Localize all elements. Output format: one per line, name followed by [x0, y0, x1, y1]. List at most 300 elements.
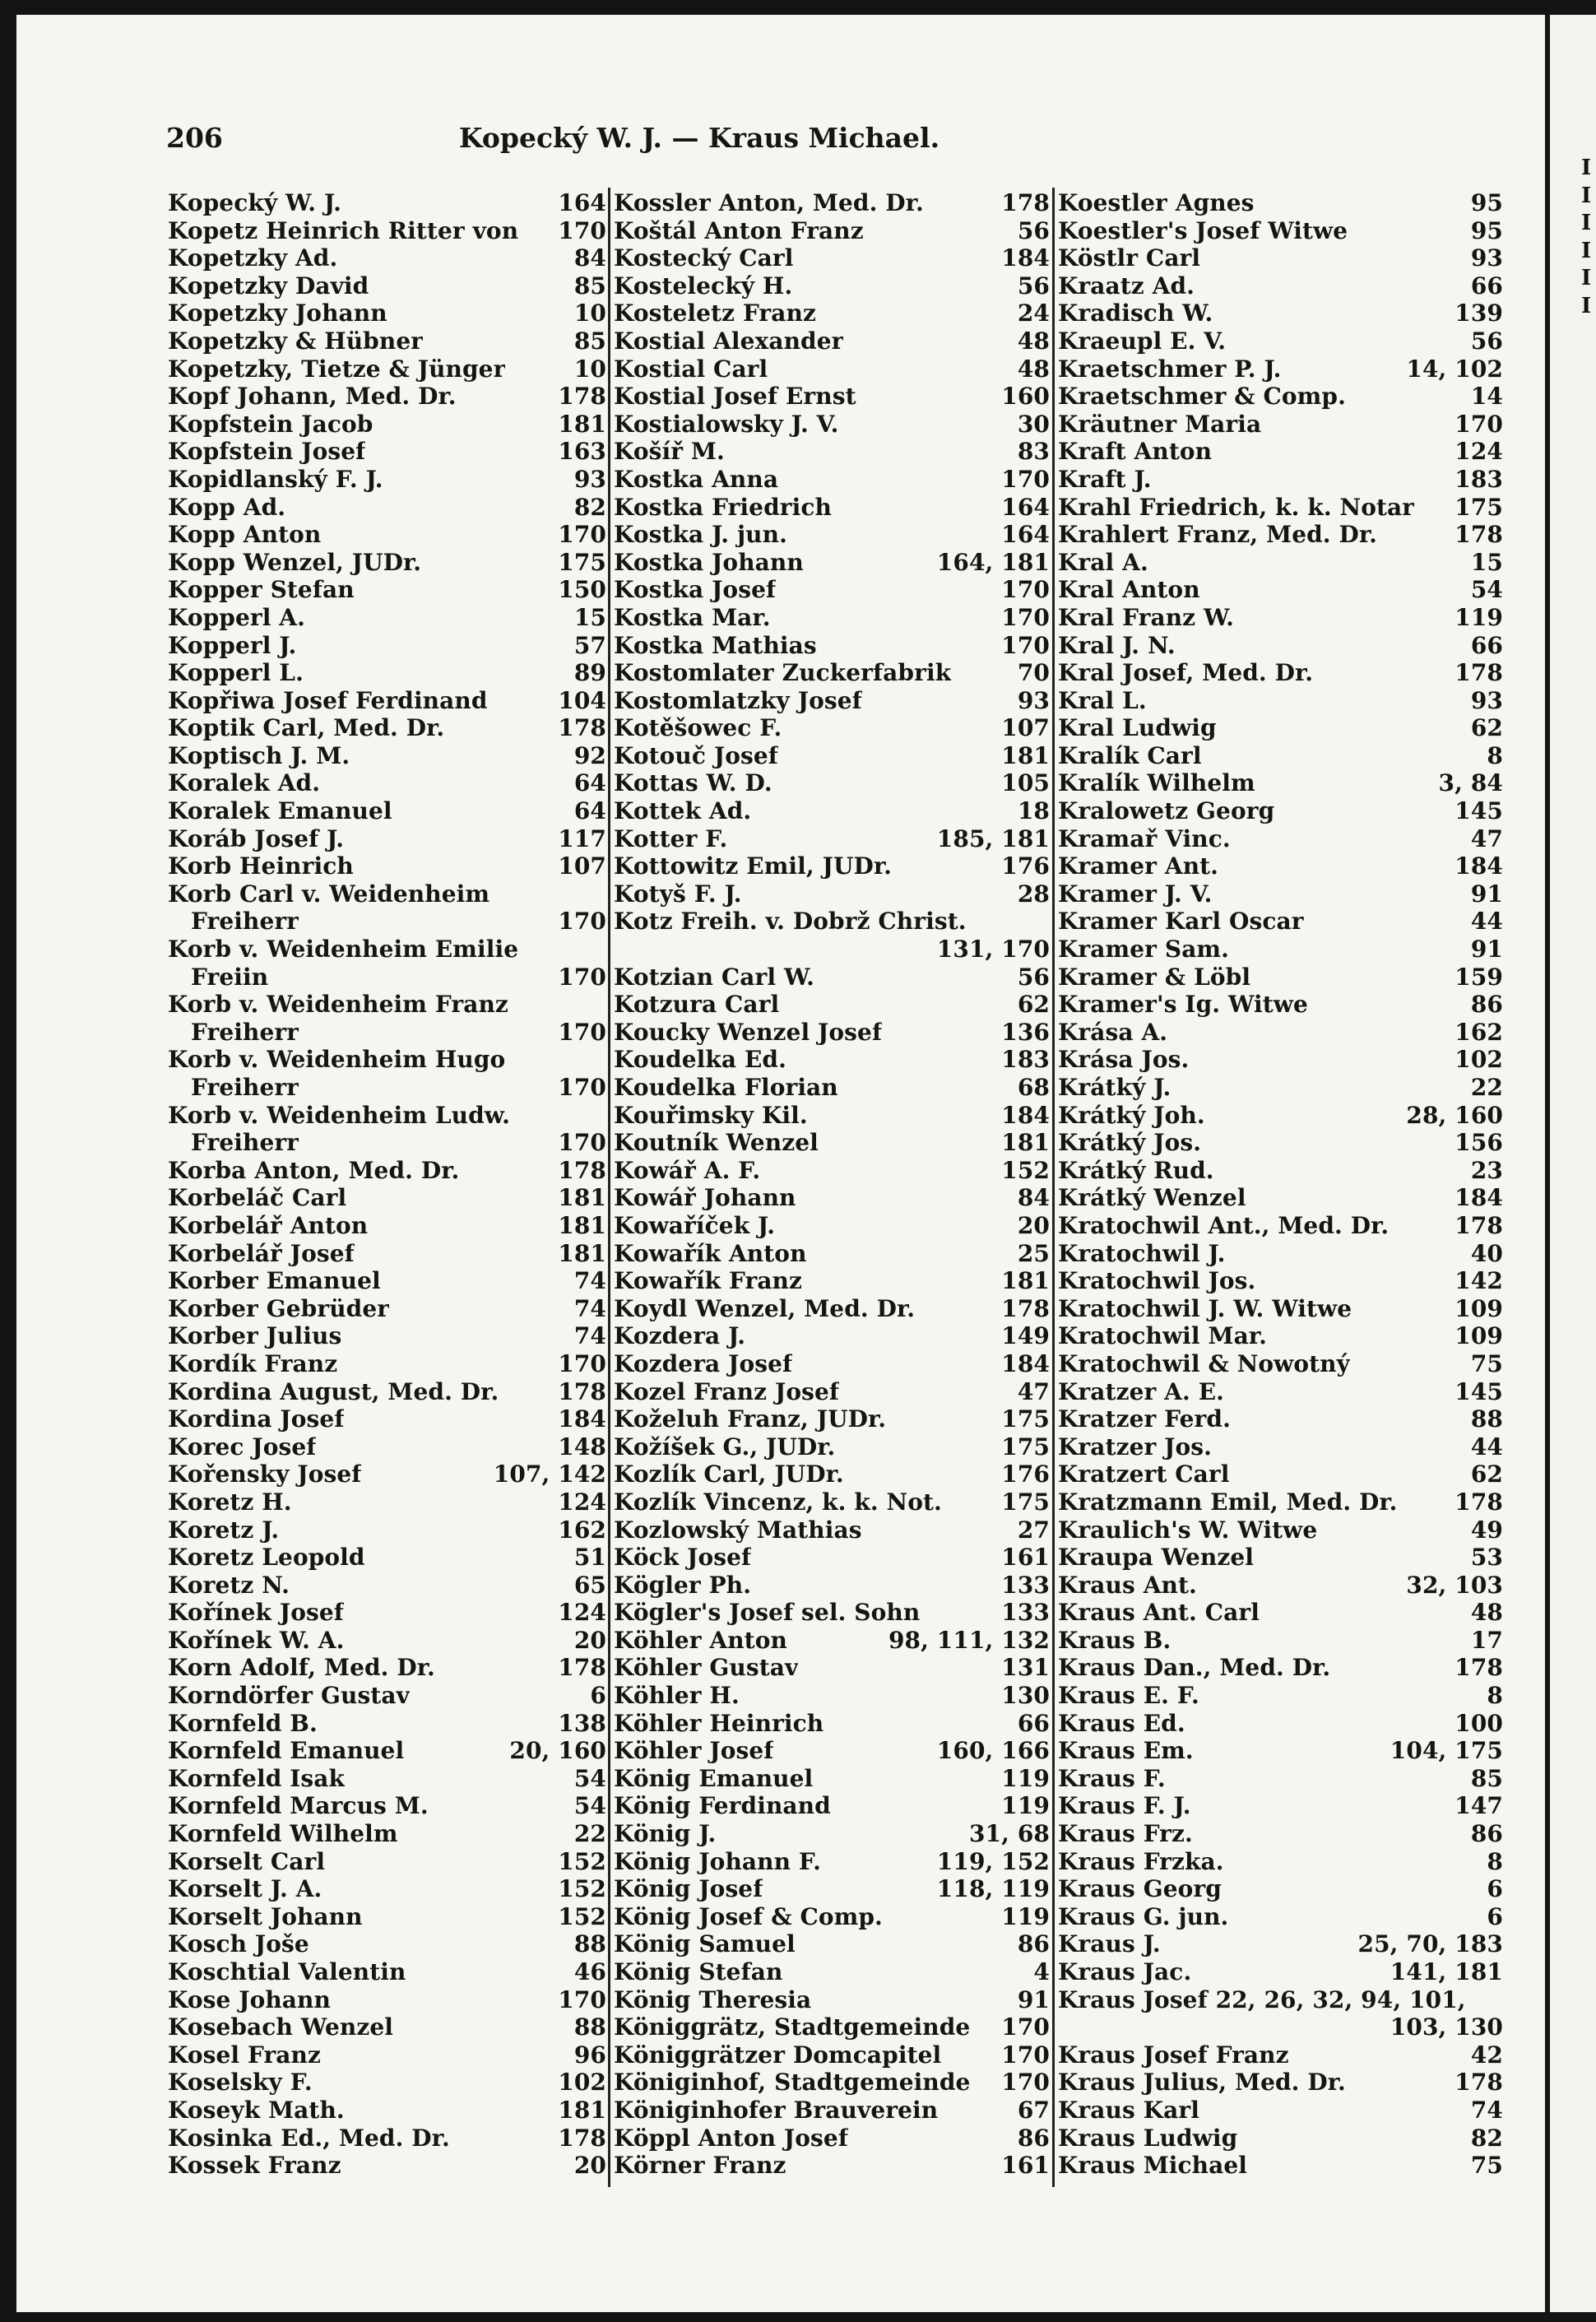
entry-page-refs: 117 — [558, 824, 606, 852]
index-entry — [1058, 217, 1503, 245]
entry-name: Kraft Anton — [1058, 438, 1213, 466]
entry-name: Kratochwil J. — [1058, 1239, 1226, 1267]
entry-name: Kratochwil J. W. Witwe — [1058, 1294, 1352, 1322]
entry-name: Freiherr — [191, 908, 299, 936]
entry-page-refs: 178 — [558, 383, 606, 411]
index-entry — [1058, 2069, 1503, 2097]
entry-name: Kopf Johann, Med. Dr. — [168, 383, 457, 411]
entry-name: König J. — [614, 1820, 717, 1848]
entry-page-refs: 65 — [573, 1571, 606, 1599]
entry-page-refs: 88 — [1470, 1405, 1503, 1433]
index-entry — [614, 714, 1050, 742]
index-entry — [614, 1986, 1050, 2014]
entry-name: Kraus F. — [1058, 1764, 1166, 1792]
adjacent-glyph: I — [1581, 183, 1592, 208]
entry-page-refs: 85 — [573, 327, 606, 355]
entry-page-refs: 102 — [1454, 1046, 1503, 1074]
entry-page-refs: 178 — [1001, 1294, 1050, 1322]
entry-name: Köhler H. — [614, 1682, 740, 1710]
entry-name: Koralek Ad. — [168, 769, 321, 797]
entry-name: Kraetschmer P. J. — [1058, 355, 1282, 383]
entry-page-refs: 64 — [573, 769, 606, 797]
entry-page-refs: 85 — [573, 272, 606, 300]
entry-page-refs: 184 — [1001, 1101, 1050, 1129]
entry-name: Korber Emanuel — [168, 1267, 381, 1295]
entry-name: Kraupa Wenzel — [1058, 1544, 1255, 1572]
entry-name: Kozlík Vincenz, k. k. Not. — [614, 1488, 942, 1516]
entry-page-refs: 98, 111, 132 — [888, 1626, 1050, 1654]
index-entry — [168, 1599, 606, 1627]
index-entry — [168, 1516, 606, 1544]
index-entry — [614, 1572, 1050, 1600]
entry-page-refs: 44 — [1470, 908, 1503, 936]
entry-name: Kratochwil & Nowotný — [1058, 1349, 1351, 1377]
entry-page-refs: 64 — [573, 797, 606, 825]
index-entry — [168, 1986, 606, 2014]
entry-page-refs: 150 — [558, 576, 606, 604]
entry-name: Krahl Friedrich, k. k. Notar — [1058, 493, 1415, 521]
index-entry — [614, 742, 1050, 770]
entry-name: Korbeláč Carl — [168, 1184, 347, 1212]
entry-name: Kottek Ad. — [614, 797, 752, 825]
entry-page-refs: 66 — [1470, 272, 1503, 300]
index-entry — [614, 659, 1050, 687]
entry-page-refs: 175 — [1001, 1405, 1050, 1433]
index-entry — [614, 576, 1050, 604]
adjacent-glyph: I — [1581, 211, 1592, 236]
entry-name: König Theresia — [614, 1985, 812, 2013]
entry-page-refs: 139 — [1454, 300, 1503, 327]
entry-page-refs: 170 — [1454, 410, 1503, 438]
entry-page-refs: 17 — [1470, 1626, 1503, 1654]
entry-name: Kotzian Carl W. — [614, 963, 815, 991]
index-entry — [168, 1627, 606, 1655]
entry-name: Kraulich's W. Witwe — [1058, 1516, 1318, 1544]
entry-page-refs: 8 — [1487, 741, 1503, 769]
index-entry — [168, 1295, 606, 1323]
entry-page-refs: 170 — [1001, 576, 1050, 604]
index-entry — [1058, 189, 1503, 217]
entry-page-refs: 54 — [573, 1764, 606, 1792]
entry-page-refs: 109 — [1454, 1294, 1503, 1322]
entry-name: König Johann F. — [614, 1847, 821, 1875]
index-entry — [168, 604, 606, 632]
index-entry — [614, 2152, 1050, 2180]
entry-page-refs: 145 — [1454, 797, 1503, 825]
entry-name: Kraus Julius, Med. Dr. — [1058, 2069, 1346, 2097]
entry-name: Kořensky Josef — [168, 1461, 362, 1488]
index-entry — [614, 1627, 1050, 1655]
index-entry — [614, 797, 1050, 825]
index-entry — [614, 1820, 1050, 1848]
entry-name: Königinhofer Brauverein — [614, 2096, 939, 2124]
entry-name: Korselt Carl — [168, 1847, 326, 1875]
entry-name: Köhler Gustav — [614, 1654, 799, 1682]
entry-page-refs: 49 — [1470, 1516, 1503, 1544]
index-entry — [168, 300, 606, 327]
entry-page-refs: 164 — [1001, 493, 1050, 521]
entry-page-refs: 185, 181 — [936, 824, 1050, 852]
entry-name: Kral Josef, Med. Dr. — [1058, 659, 1314, 687]
entry-page-refs: 107 — [1001, 714, 1050, 742]
entry-name: Kopp Wenzel, JUDr. — [168, 548, 422, 576]
entry-page-refs: 124 — [1454, 438, 1503, 466]
index-entry — [614, 1212, 1050, 1240]
entry-page-refs: 107 — [558, 852, 606, 880]
entry-name: Kralík Wilhelm — [1058, 769, 1255, 797]
entry-name: Kratochwil Jos. — [1058, 1267, 1256, 1295]
index-entry — [168, 217, 606, 245]
entry-name: Kraus F. J. — [1058, 1792, 1191, 1820]
entry-name: Kostecký Carl — [614, 244, 794, 272]
entry-name: Kouřimsky Kil. — [614, 1101, 808, 1129]
entry-page-refs: 32, 103 — [1406, 1571, 1503, 1599]
entry-page-refs: 91 — [1017, 1985, 1050, 2013]
entry-name: Köck Josef — [614, 1544, 752, 1572]
entry-page-refs: 3, 84 — [1438, 769, 1503, 797]
entry-page-refs: 8 — [1487, 1847, 1503, 1875]
entry-page-refs: 133 — [1001, 1571, 1050, 1599]
entry-page-refs: 119 — [1001, 1764, 1050, 1792]
entry-name: Koestler's Josef Witwe — [1058, 216, 1348, 244]
index-entry — [614, 1267, 1050, 1295]
entry-page-refs: 93 — [1470, 244, 1503, 272]
entry-page-refs: 83 — [1017, 438, 1050, 466]
entry-page-refs: 156 — [1454, 1129, 1503, 1157]
index-entry — [168, 2013, 606, 2041]
column-divider-1 — [608, 188, 610, 2187]
entry-name: Koretz H. — [168, 1488, 292, 1516]
entry-page-refs: 170 — [558, 1129, 606, 1157]
entry-page-refs: 170 — [558, 216, 606, 244]
entry-page-refs: 74 — [573, 1322, 606, 1350]
entry-page-refs: 74 — [573, 1294, 606, 1322]
index-entry — [614, 604, 1050, 632]
entry-name: Kradisch W. — [1058, 300, 1213, 327]
entry-name: Kossek Franz — [168, 2152, 341, 2180]
index-entry — [614, 1046, 1050, 1074]
index-entry — [1058, 383, 1503, 411]
entry-name: Kostial Alexander — [614, 327, 844, 355]
entry-page-refs: 48 — [1017, 327, 1050, 355]
index-entry — [1058, 1074, 1503, 1102]
entry-name: Krátký Rud. — [1058, 1156, 1214, 1184]
entry-page-refs: 131 — [1001, 1654, 1050, 1682]
index-entry — [168, 797, 606, 825]
entry-name: Kossler Anton, Med. Dr. — [614, 189, 924, 216]
entry-page-refs: 170 — [558, 1349, 606, 1377]
index-entry — [614, 1184, 1050, 1212]
entry-name: Korec Josef — [168, 1433, 317, 1461]
entry-name: Krahlert Franz, Med. Dr. — [1058, 521, 1378, 549]
entry-page-refs: 8 — [1487, 1682, 1503, 1710]
entry-name: Kosteletz Franz — [614, 300, 816, 327]
entry-name: Kostka Mar. — [614, 603, 771, 631]
entry-name: Kose Johann — [168, 1985, 331, 2013]
index-entry — [1058, 908, 1503, 936]
entry-name: Kozdera Josef — [614, 1349, 793, 1377]
index-entry — [1058, 1544, 1503, 1572]
entry-name: Königinhof, Stadtgemeinde — [614, 2069, 971, 2097]
entry-page-refs: 181 — [558, 2096, 606, 2124]
entry-page-refs: 178 — [558, 1156, 606, 1184]
index-entry — [614, 1129, 1050, 1157]
entry-page-refs: 104, 175 — [1390, 1737, 1503, 1765]
index-entry — [1058, 825, 1503, 853]
entry-name: Kraus Georg — [1058, 1875, 1222, 1903]
running-head: Kopecký W. J. — Kraus Michael. — [458, 122, 940, 154]
entry-page-refs: 160, 166 — [936, 1737, 1050, 1765]
entry-page-refs: 147 — [1454, 1792, 1503, 1820]
entry-page-refs: 10 — [573, 300, 606, 327]
index-entry — [1058, 1157, 1503, 1185]
entry-page-refs: 82 — [1470, 2124, 1503, 2152]
entry-name: Koretz Leopold — [168, 1544, 365, 1572]
entry-page-refs: 152 — [558, 1847, 606, 1875]
entry-page-refs: 145 — [1454, 1377, 1503, 1405]
entry-name: Kratochwil Ant., Med. Dr. — [1058, 1211, 1390, 1239]
entry-name: Kornfeld Isak — [168, 1764, 346, 1792]
entry-page-refs: 54 — [573, 1792, 606, 1820]
entry-name: Krátký Joh. — [1058, 1101, 1205, 1129]
entry-page-refs: 89 — [573, 659, 606, 687]
entry-name: Kramer Ant. — [1058, 852, 1219, 880]
entry-name: Kraus Frzka. — [1058, 1847, 1224, 1875]
entry-page-refs: 170 — [1001, 2013, 1050, 2041]
entry-name: Korba Anton, Med. Dr. — [168, 1156, 460, 1184]
index-entry — [614, 852, 1050, 880]
index-entry — [168, 1682, 606, 1710]
entry-page-refs: 119 — [1001, 1902, 1050, 1930]
entry-page-refs: 24 — [1017, 300, 1050, 327]
entry-name: Krása A. — [1058, 1018, 1168, 1046]
index-entry — [614, 1157, 1050, 1185]
entry-page-refs: 40 — [1470, 1239, 1503, 1267]
index-entry — [1058, 742, 1503, 770]
entry-page-refs: 92 — [573, 741, 606, 769]
entry-name: Koptik Carl, Med. Dr. — [168, 714, 445, 742]
index-entry — [1058, 1488, 1503, 1516]
adjacent-glyph: I — [1581, 293, 1592, 318]
index-entry — [1058, 1184, 1503, 1212]
index-entry — [1058, 797, 1503, 825]
entry-name: Kögler's Josef sel. Sohn — [614, 1599, 921, 1627]
index-entry — [1058, 1930, 1503, 1958]
entry-name: Kopfstein Josef — [168, 438, 366, 466]
entry-name: Kopp Ad. — [168, 493, 286, 521]
entry-page-refs: 161 — [1001, 1544, 1050, 1572]
entry-name: Kostka Anna — [614, 465, 779, 493]
entry-name: Korber Gebrüder — [168, 1294, 390, 1322]
index-entry — [1058, 714, 1503, 742]
entry-page-refs: 20 — [573, 2152, 606, 2180]
entry-name: Kopfstein Jacob — [168, 410, 373, 438]
entry-name: Koštál Anton Franz — [614, 216, 864, 244]
entry-page-refs: 131, 170 — [936, 936, 1050, 964]
entry-page-refs: 103, 130 — [1390, 2013, 1503, 2041]
entry-page-refs: 178 — [1001, 189, 1050, 216]
index-entry — [614, 1102, 1050, 1130]
entry-name: Kraus J. — [1058, 1930, 1161, 1958]
entry-page-refs: 22 — [1470, 1074, 1503, 1101]
index-entry — [614, 411, 1050, 439]
index-entry — [168, 549, 606, 577]
column-divider-2 — [1052, 188, 1055, 2187]
index-entry — [168, 1157, 606, 1185]
entry-page-refs: 46 — [573, 1958, 606, 1985]
index-entry — [1058, 1516, 1503, 1544]
entry-page-refs: 10 — [573, 355, 606, 383]
entry-name: Korbelář Anton — [168, 1211, 369, 1239]
entry-name: Kraft J. — [1058, 465, 1152, 493]
entry-name: Kostelecký H. — [614, 272, 793, 300]
index-entry — [614, 991, 1050, 1019]
entry-page-refs: 62 — [1470, 714, 1503, 742]
index-entry — [1058, 1267, 1503, 1295]
entry-name: Kosel Franz — [168, 2041, 321, 2069]
index-entry — [168, 2069, 606, 2097]
entry-name: Kotyš F. J. — [614, 880, 742, 908]
entry-name: Kosinka Ed., Med. Dr. — [168, 2124, 450, 2152]
entry-page-refs: 53 — [1470, 1544, 1503, 1572]
entry-name: Krátký Jos. — [1058, 1129, 1202, 1157]
index-entry — [614, 1599, 1050, 1627]
entry-name: Kraus G. jun. — [1058, 1902, 1229, 1930]
entry-name: Kordina Josef — [168, 1405, 345, 1433]
index-entry — [1058, 494, 1503, 522]
entry-name: Kostial Carl — [614, 355, 768, 383]
entry-page-refs: 47 — [1017, 1377, 1050, 1405]
entry-page-refs: 160 — [1001, 383, 1050, 411]
index-entry — [1058, 880, 1503, 908]
index-entry — [1058, 659, 1503, 687]
entry-name: Kraetschmer & Comp. — [1058, 383, 1346, 411]
entry-name: Kramer Sam. — [1058, 936, 1230, 964]
index-entry — [1058, 1875, 1503, 1903]
index-entry — [168, 769, 606, 797]
entry-name: Kopecký W. J. — [168, 189, 341, 216]
index-entry — [1058, 1350, 1503, 1378]
entry-page-refs: 57 — [573, 631, 606, 659]
entry-name: Kozlowský Mathias — [614, 1516, 862, 1544]
entry-page-refs: 175 — [558, 548, 606, 576]
entry-name: Korber Julius — [168, 1322, 342, 1350]
entry-name: Kornfeld Wilhelm — [168, 1820, 398, 1848]
entry-page-refs: 170 — [1001, 2069, 1050, 2097]
entry-page-refs: 91 — [1470, 936, 1503, 964]
index-entry — [614, 1516, 1050, 1544]
entry-page-refs: 184 — [1001, 1349, 1050, 1377]
index-entry — [168, 2152, 606, 2180]
entry-name: Königgrätzer Domcapitel — [614, 2041, 942, 2069]
entry-page-refs: 47 — [1470, 824, 1503, 852]
entry-page-refs: 133 — [1001, 1599, 1050, 1627]
entry-page-refs: 178 — [558, 714, 606, 742]
entry-page-refs: 178 — [1454, 1654, 1503, 1682]
index-entry — [614, 1461, 1050, 1488]
entry-page-refs: 119 — [1001, 1792, 1050, 1820]
index-entry — [168, 2097, 606, 2125]
index-entry — [168, 852, 606, 880]
index-entry — [1058, 521, 1503, 549]
index-entry — [168, 825, 606, 853]
entry-page-refs: 152 — [558, 1902, 606, 1930]
entry-name: Kraus Josef Franz — [1058, 2041, 1289, 2069]
entry-name: Kraus Josef 22, 26, 32, 94, 101, — [1058, 1985, 1466, 2013]
entry-page-refs: 48 — [1017, 355, 1050, 383]
index-entry — [614, 521, 1050, 549]
index-entry — [168, 1765, 606, 1793]
index-entry — [1058, 604, 1503, 632]
index-column-2 — [614, 189, 1050, 2180]
entry-page-continuation — [614, 936, 1050, 964]
entry-name: Kratzmann Emil, Med. Dr. — [1058, 1488, 1398, 1516]
entry-name: Koydl Wenzel, Med. Dr. — [614, 1294, 916, 1322]
entry-name: Kowařík Anton — [614, 1239, 807, 1267]
entry-page-refs: 152 — [1001, 1156, 1050, 1184]
index-entry — [614, 1792, 1050, 1820]
index-entry — [614, 466, 1050, 494]
adjacent-glyph: I — [1581, 156, 1592, 180]
entry-name: Kopper Stefan — [168, 576, 355, 604]
entry-page-refs: 170 — [1001, 603, 1050, 631]
entry-name: Krátký Wenzel — [1058, 1184, 1246, 1212]
index-entry — [614, 1958, 1050, 1986]
entry-name: Kowář A. F. — [614, 1156, 761, 1184]
entry-name: König Emanuel — [614, 1764, 814, 1792]
entry-name: Korn Adolf, Med. Dr. — [168, 1654, 435, 1682]
entry-page-refs: 142 — [1454, 1267, 1503, 1295]
page-number: 206 — [166, 122, 223, 154]
adjacent-page-edge — [1550, 15, 1596, 2312]
index-entry — [1058, 272, 1503, 300]
entry-page-refs: 176 — [1001, 852, 1050, 880]
index-entry — [168, 355, 606, 383]
index-entry — [614, 769, 1050, 797]
index-entry — [614, 1405, 1050, 1433]
entry-page-refs: 86 — [1470, 991, 1503, 1019]
entry-name: Korb Carl v. Weidenheim — [168, 880, 490, 908]
entry-name: Kornfeld B. — [168, 1709, 318, 1737]
index-entry — [168, 742, 606, 770]
entry-page-refs: 159 — [1454, 963, 1503, 991]
index-entry — [614, 1433, 1050, 1461]
index-entry — [614, 880, 1050, 908]
index-entry — [1058, 411, 1503, 439]
entry-name: Kraus E. F. — [1058, 1682, 1199, 1710]
index-entry — [168, 936, 606, 964]
entry-name: König Stefan — [614, 1958, 783, 1985]
entry-page-refs: 102 — [558, 2069, 606, 2097]
entry-name: Koretz N. — [168, 1571, 290, 1599]
index-entry — [168, 714, 606, 742]
index-entry — [168, 327, 606, 355]
entry-page-refs: 31, 68 — [968, 1820, 1050, 1848]
entry-page-refs: 56 — [1470, 327, 1503, 355]
entry-name: Köppl Anton Josef — [614, 2124, 848, 2152]
entry-page-refs: 4 — [1033, 1958, 1050, 1985]
entry-name: Kowařík Franz — [614, 1267, 803, 1295]
entry-page-refs: 56 — [1017, 216, 1050, 244]
index-entry — [1058, 1102, 1503, 1130]
entry-page-refs: 141, 181 — [1390, 1958, 1503, 1985]
index-entry — [1058, 1405, 1503, 1433]
entry-name: Kraus Frz. — [1058, 1820, 1193, 1848]
index-entry — [168, 1240, 606, 1268]
index-entry — [168, 659, 606, 687]
entry-name: Kralík Carl — [1058, 741, 1202, 769]
entry-name: Kornfeld Emanuel — [168, 1737, 405, 1765]
